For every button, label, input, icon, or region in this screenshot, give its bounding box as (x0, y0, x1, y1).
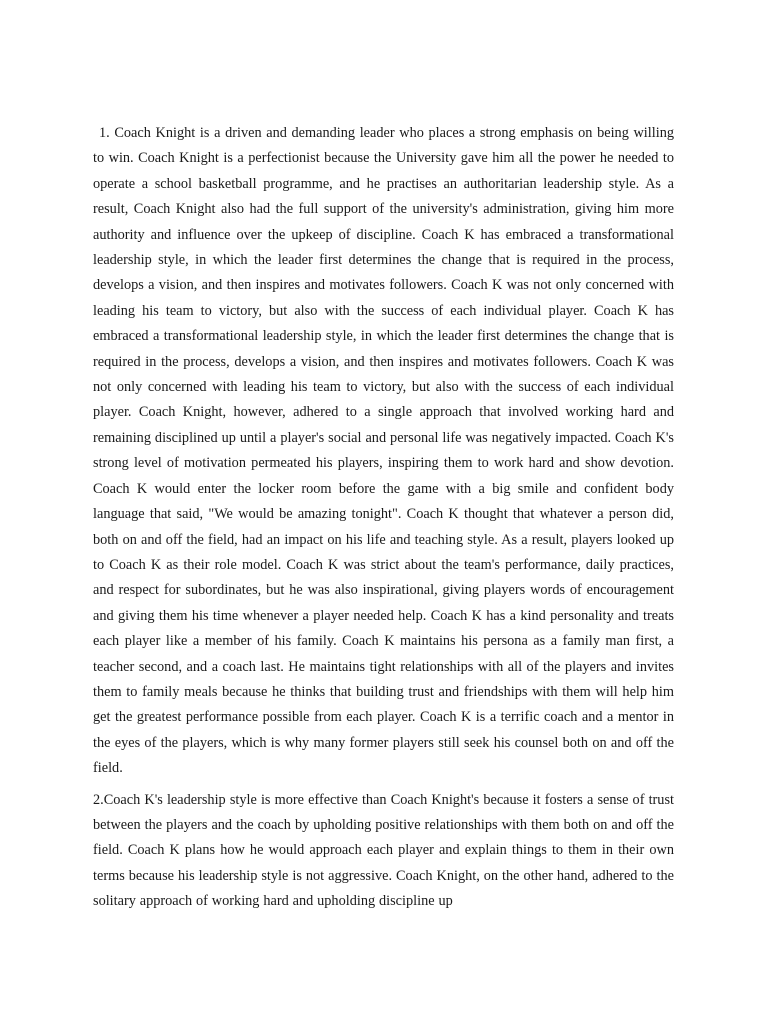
paragraph-2: 2.Coach K's leadership style is more effective than Coach Knight's because it fosters a sense of trust between the players and the coach by upholding positive relationships with them both on and off the field. Coach K plans how he would approach each player and explain things to them in their own terms because his leadership style is not aggressive. Coach Knight, on the other hand, adhered to the solitary approach of working hard and upholding discipline up (93, 791, 674, 910)
paragraph-1: 1. Coach Knight is a driven and demanding leader who places a strong emphasis on being willing to win. Coach Knight is a perfectionist because the University gave him all the power he needed to operate a school basketball programme, and he practises an authoritarian leadership style. As a result, Coach Knight also had the full support of the university's administration, giving him more authority and influence over the upkeep of discipline. Coach K has embraced a transformational leadership style, in which the leader first determines the change that is required in the process, develops a vision, and then inspires and motivates followers. Coach K was not only concerned with leading his team to victory, but also with the success of each individual player. Coach K has embraced a transformational leadership style, in which the leader first determines the change that is required in the process, develops a vision, and then inspires and motivates followers. Coach K was not only concerned with leading his team to victory, but also with the success of each individual player. Coach Knight, however, adhered to a single approach that involved working hard and remaining disciplined up until a player's social and personal life was negatively impacted. Coach K's strong level of motivation permeated his players, inspiring them to work hard and show devotion. Coach K would enter the locker room before the game with a big smile and confident body language that said, "We would be amazing tonight". Coach K thought that whatever a person did, both on and off the field, had an impact on his life and teaching style. As a result, players looked up to Coach K as their role model. Coach K was strict about the team's performance, daily practices, and respect for subordinates, but he was also inspirational, giving players words of encouragement and giving them his time whenever a player needed help. Coach K has a kind personality and treats each player like a member of his family. Coach K maintains his persona as a family man first, a teacher second, and a coach last. He maintains tight relationships with all of the players and invites them to family meals because he thinks that building trust and friendships with them will help him get the greatest performance possible from each player. Coach K is a terrific coach and a mentor in the eyes of the players, which is why many former players still seek his counsel both on and off the field. (93, 125, 674, 777)
document-body (93, 121, 674, 915)
